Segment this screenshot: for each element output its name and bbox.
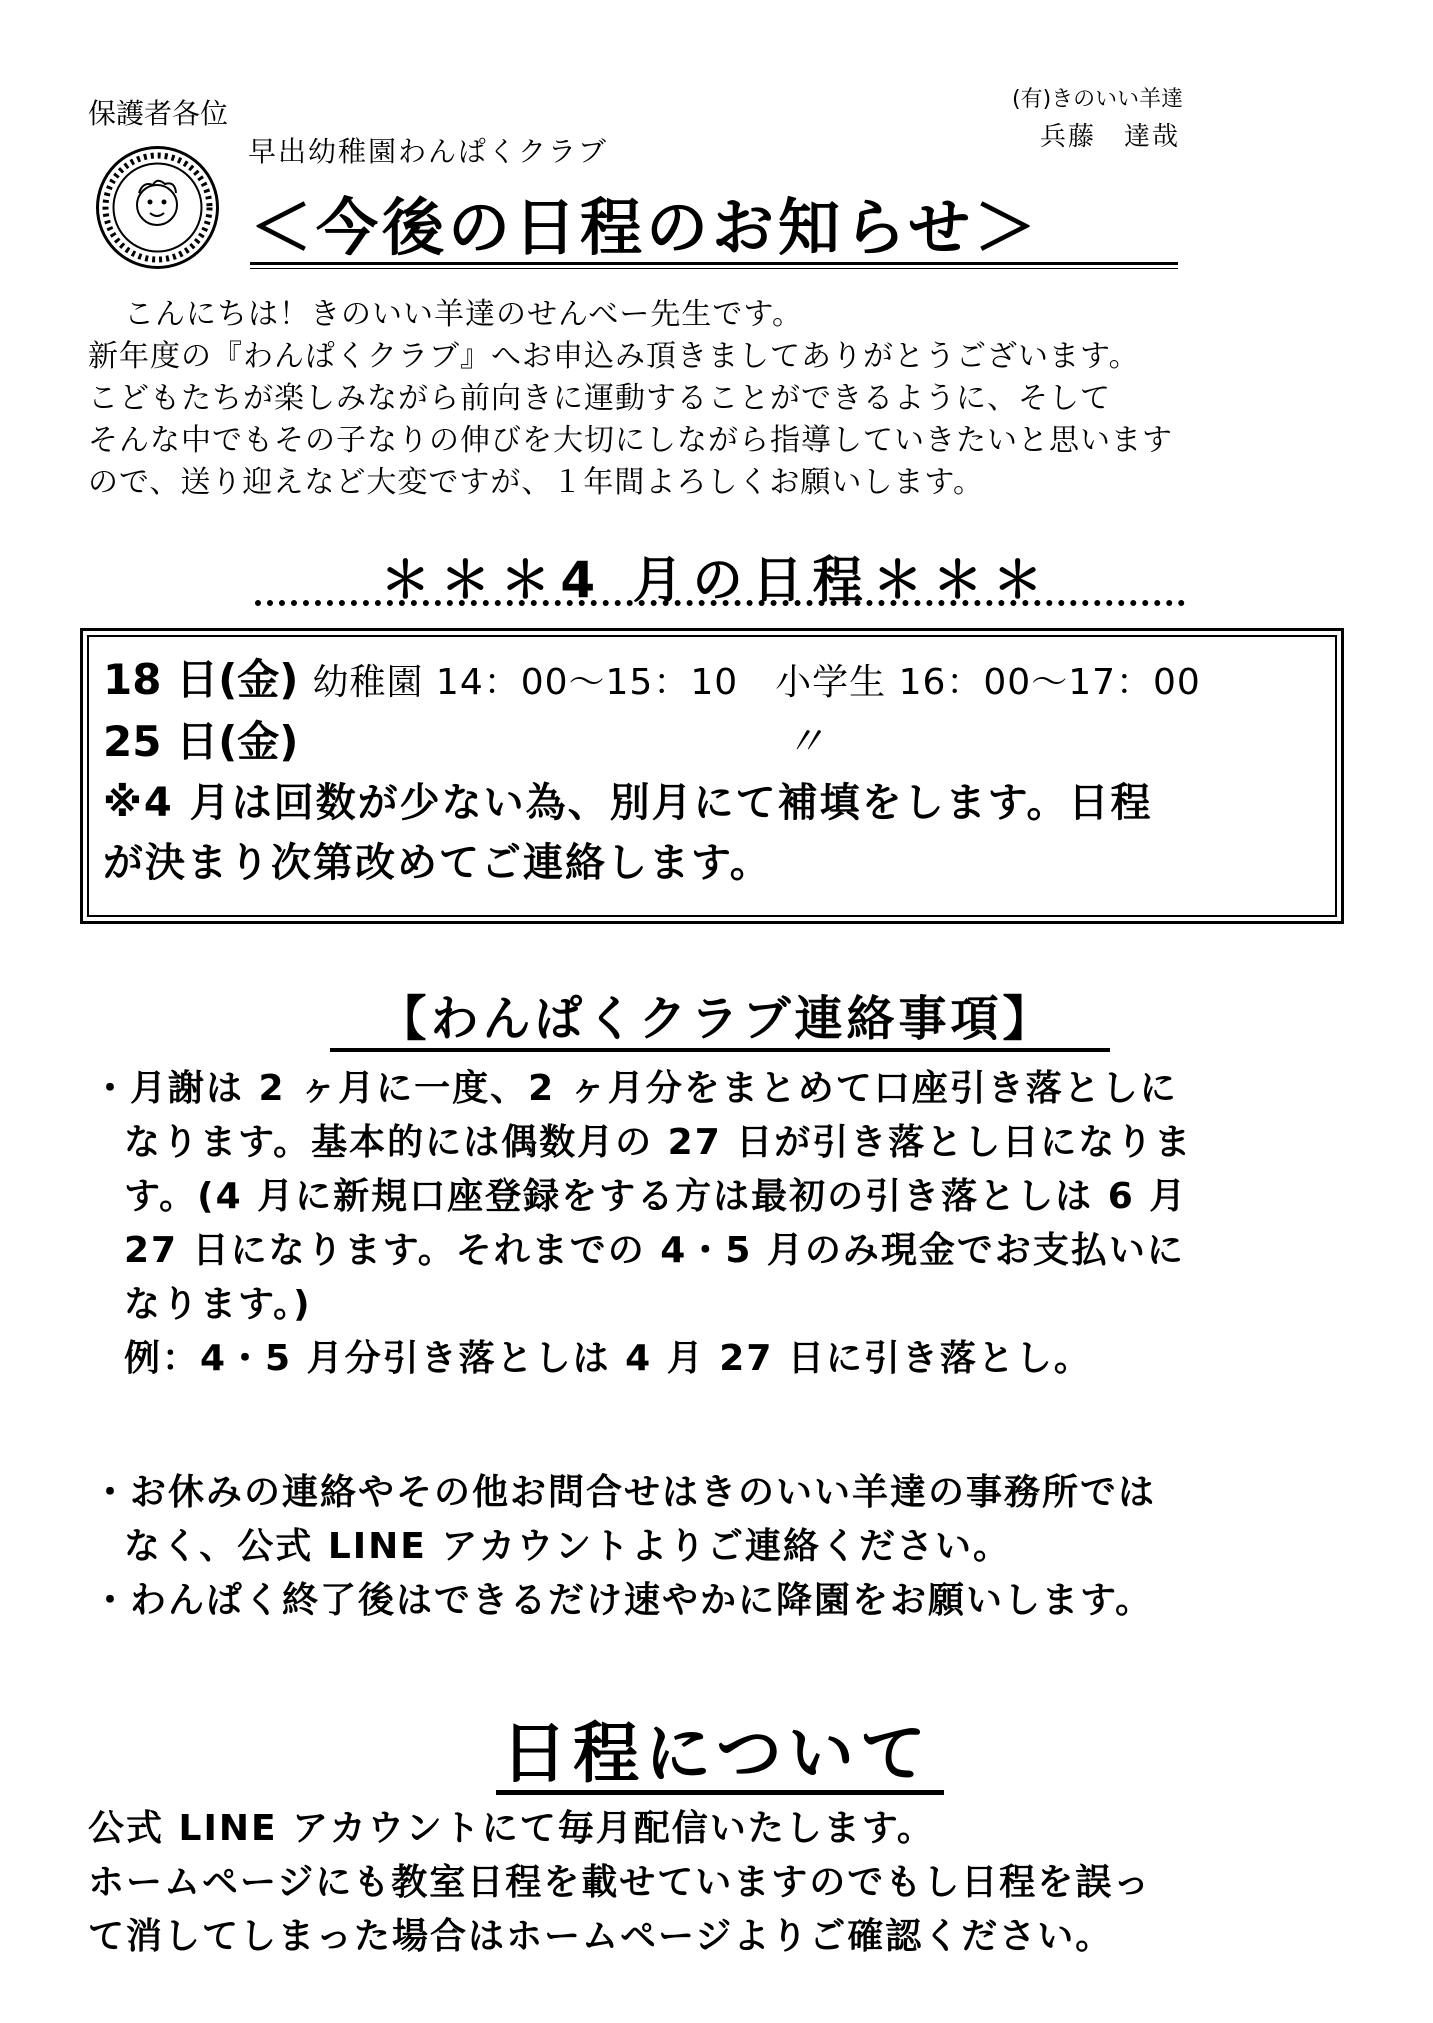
intro-line: こどもたちが楽しみながら前向きに運動することができるように、そして <box>88 381 1111 416</box>
company-name: (有)きのいい羊達 <box>1012 87 1184 112</box>
schedule-note-line: ※4 月は回数が少ない為、別月にて補填をします。日程 <box>103 780 1153 826</box>
title-underline <box>250 262 1178 269</box>
intro-line: こんにちは！きのいい羊達のせんべー先生です。 <box>124 297 803 332</box>
contact-heading: 【わんぱくクラブ連絡事項】 <box>378 991 1055 1047</box>
notice-line: なります。基本的には偶数月の 27 日が引き落とし日になりま <box>124 1122 1193 1163</box>
dotted-divider <box>255 600 1185 606</box>
club-logo-icon <box>95 145 220 270</box>
intro-line: そんな中でもその子なりの伸びを大切にしながら指導していきたいと思います <box>88 423 1173 458</box>
april-schedule-box <box>80 628 1344 924</box>
info-line: ホームページにも教室日程を載せていますのでもし日程を誤っ <box>88 1862 1152 1903</box>
intro-text <box>88 294 1388 504</box>
notice-line: す。(4 月に新規口座登録をする方は最初の引き落としは 6 月 <box>124 1176 1188 1217</box>
notice-line: ・月謝は 2 ヶ月に一度、2 ヶ月分をまとめて口座引き落としに <box>92 1068 1178 1109</box>
notice-line: ・わんぱく終了後はできるだけ速やかに降園をお願いします。 <box>92 1580 1154 1621</box>
teacher-name: 兵藤 達哉 <box>1040 122 1181 152</box>
info-line: 公式 LINE アカウントにて毎月配信いたします。 <box>88 1808 935 1849</box>
schedule-times: 幼稚園 14：00～15：10 小学生 16：00～17：00 <box>312 662 1201 703</box>
contact-notice <box>92 1466 1156 1628</box>
schedule-day: 25 日(金) <box>103 717 299 766</box>
schedule-note-line: が決まり次第改めてご連絡します。 <box>103 840 772 886</box>
notice-line: 例：4・5 月分引き落としは 4 月 27 日に引き落とし。 <box>124 1338 1092 1379</box>
schedule-info-text <box>88 1802 1151 1964</box>
notice-line: なく、公式 LINE アカウントよりご連絡ください。 <box>124 1526 1012 1567</box>
fee-notice <box>92 1062 1192 1386</box>
ditto-mark: 〃 <box>785 719 825 765</box>
schedule-info-heading: 日程について <box>501 1715 932 1792</box>
schedule-day: 18 日(金) <box>103 655 299 704</box>
notice-line: 27 日になります。それまでの 4・5 月のみ現金でお支払いに <box>124 1230 1185 1271</box>
info-line: て消してしまった場合はホームページよりご確認ください。 <box>88 1916 1114 1957</box>
schedule-info-underline <box>496 1790 944 1795</box>
schedule-row <box>103 711 1321 773</box>
intro-line: ので、送り迎えなど大変ですが、１年間よろしくお願いします。 <box>88 465 984 500</box>
april-schedule-heading: ＊＊＊4 月の日程＊＊＊ <box>380 551 1053 609</box>
contact-underline <box>330 1048 1110 1052</box>
notice-line: なります。) <box>124 1284 312 1325</box>
club-name: 早出幼稚園わんぱくクラブ <box>248 135 609 168</box>
addressee: 保護者各位 <box>88 97 229 130</box>
notice-line: ・お休みの連絡やその他お問合せはきのいい羊達の事務所では <box>92 1472 1157 1513</box>
page-title: ＜今後の日程のお知らせ＞ <box>250 191 1041 264</box>
intro-line: 新年度の『わんぱくクラブ』へお申込み頂きましてありがとうございます。 <box>88 339 1140 374</box>
schedule-row <box>103 649 1321 711</box>
